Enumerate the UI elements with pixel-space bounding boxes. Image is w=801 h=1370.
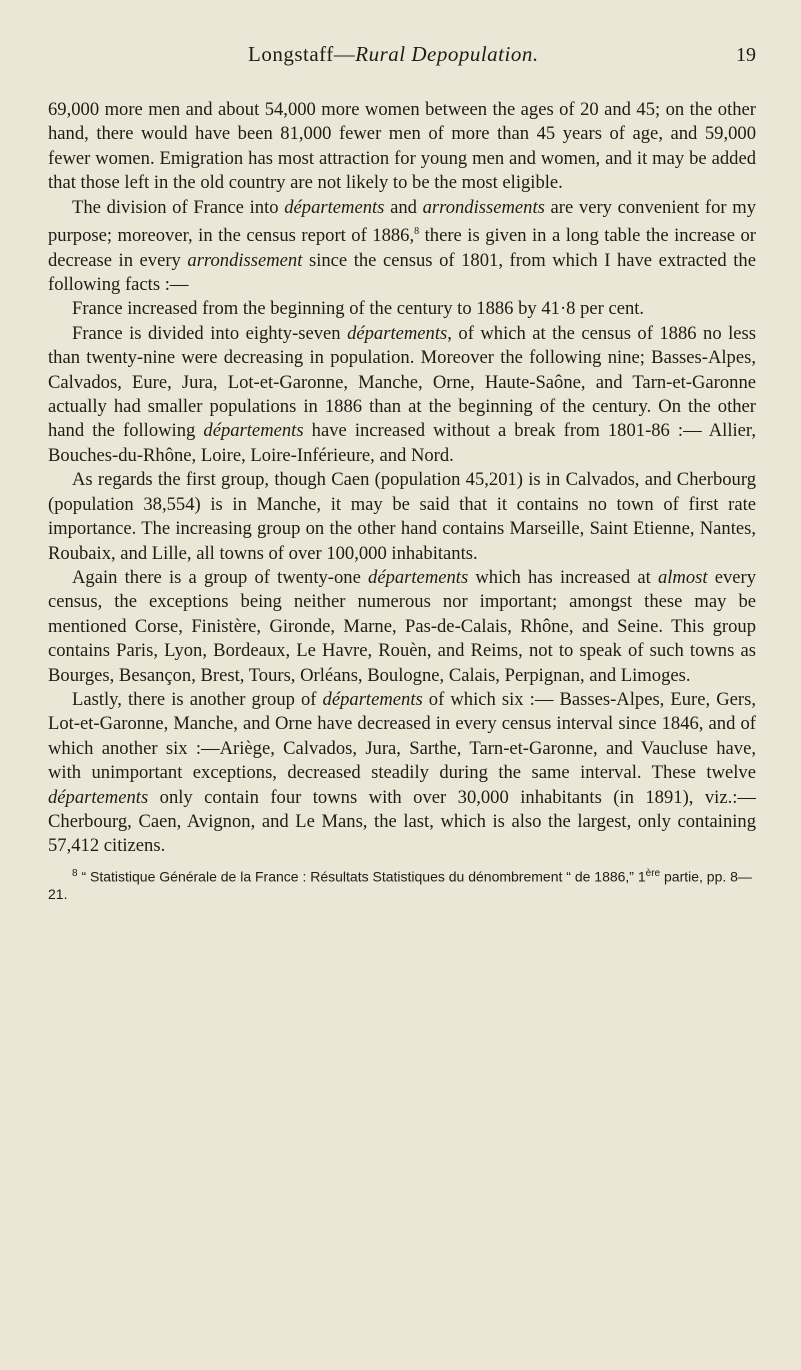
paragraph: Lastly, there is another group of départements of which six :— Basses-Alpes, Eure, Gers, Lot-et-Garonne, Manche, and Orne have decreased in every census interval since 1846, and of which another six :—Ariège, Calvados, Jura, Sarthe, Tarn-et-Garonne, and Vaucluse have, with unimportant exceptions, decreased steadily during the same interval. These twelve départements only contain four towns with over 30,000 inhabitants (in 1891), viz.:—Cherbourg, Caen, Avignon, and Le Mans, the last, which is also the largest, only containing 57,412 citizens. (48, 688, 756, 857)
header-title: Rural Depopulation. (355, 42, 539, 66)
body-text (48, 98, 756, 859)
paragraph: As regards the first group, though Caen (population 45,201) is in Calvados, and Cherbourg (population 38,554) is in Manche, it may be said that it contains no town of first rate importance. The increasing group on the other hand contains Marseille, Saint Etienne, Nantes, Roubaix, and Lille, all towns of over 100,000 inhabitants. (48, 469, 756, 564)
footnote: $^8$ “ Statistique Générale de la France : Résultats Statistiques du dénombrement “ de 1886,” 1ère partie, pp. 8—21. (48, 867, 752, 903)
running-header (48, 42, 756, 78)
paragraph: France is divided into eighty-seven départements, of which at the census of 1886 no less than twenty-nine were decreasing in population. Moreover the following nine; Basses-Alpes, Calvados, Eure, Jura, Lot-et-Garonne, Manche, Orne, Haute-Saône, and Tarn-et-Garonne actually had smaller populations in 1886 than at the beginning of the century. On the other hand the following départements have increased without a break from 1801-86 :— Allier, Bouches-du-Rhône, Loire, Loire-Inférieure, and Nord. (48, 322, 757, 466)
header-author: Longstaff (248, 42, 334, 66)
paragraph: France increased from the beginning of the century to 1886 by 41·8 per cent. (72, 298, 645, 320)
paragraph: 69,000 more men and about 54,000 more women between the ages of 20 and 45; on the other hand, there would have been 81,000 fewer men of more than 45 years of age, and 59,000 fewer women. Emigration has most attraction for young men and women, and it may be added that those left in the old country are not likely to be the most eligible. (48, 99, 756, 194)
paragraph: Again there is a group of twenty-one départements which has increased at almost every census, the exceptions being neither numerous nor important; amongst these may be mentioned Corse, Finistère, Gironde, Marne, Pas-de-Calais, Rhône, and Seine. This group contains Paris, Lyon, Bordeaux, Le Havre, Rouèn, and Reims, not to speak of such towns as Bourges, Besançon, Brest, Tours, Orléans, Boulogne, Calais, Perpignan, and Limoges. (48, 566, 756, 686)
paragraph: The division of France into départements and arrondissements are very convenient for my purpose; moreover, in the census report of 1886,$^8$ there is given in a long table the increase or decrease in every arrondissement since the census of 1801, from which I have extracted the following facts :— (48, 196, 756, 296)
footnote-marker: 8 (72, 867, 78, 879)
running-title: Longstaff—Rural Depopulation. (248, 42, 539, 66)
footnote-ref: 8 (414, 226, 420, 238)
page (48, 42, 756, 903)
page-number: 19 (736, 44, 756, 66)
